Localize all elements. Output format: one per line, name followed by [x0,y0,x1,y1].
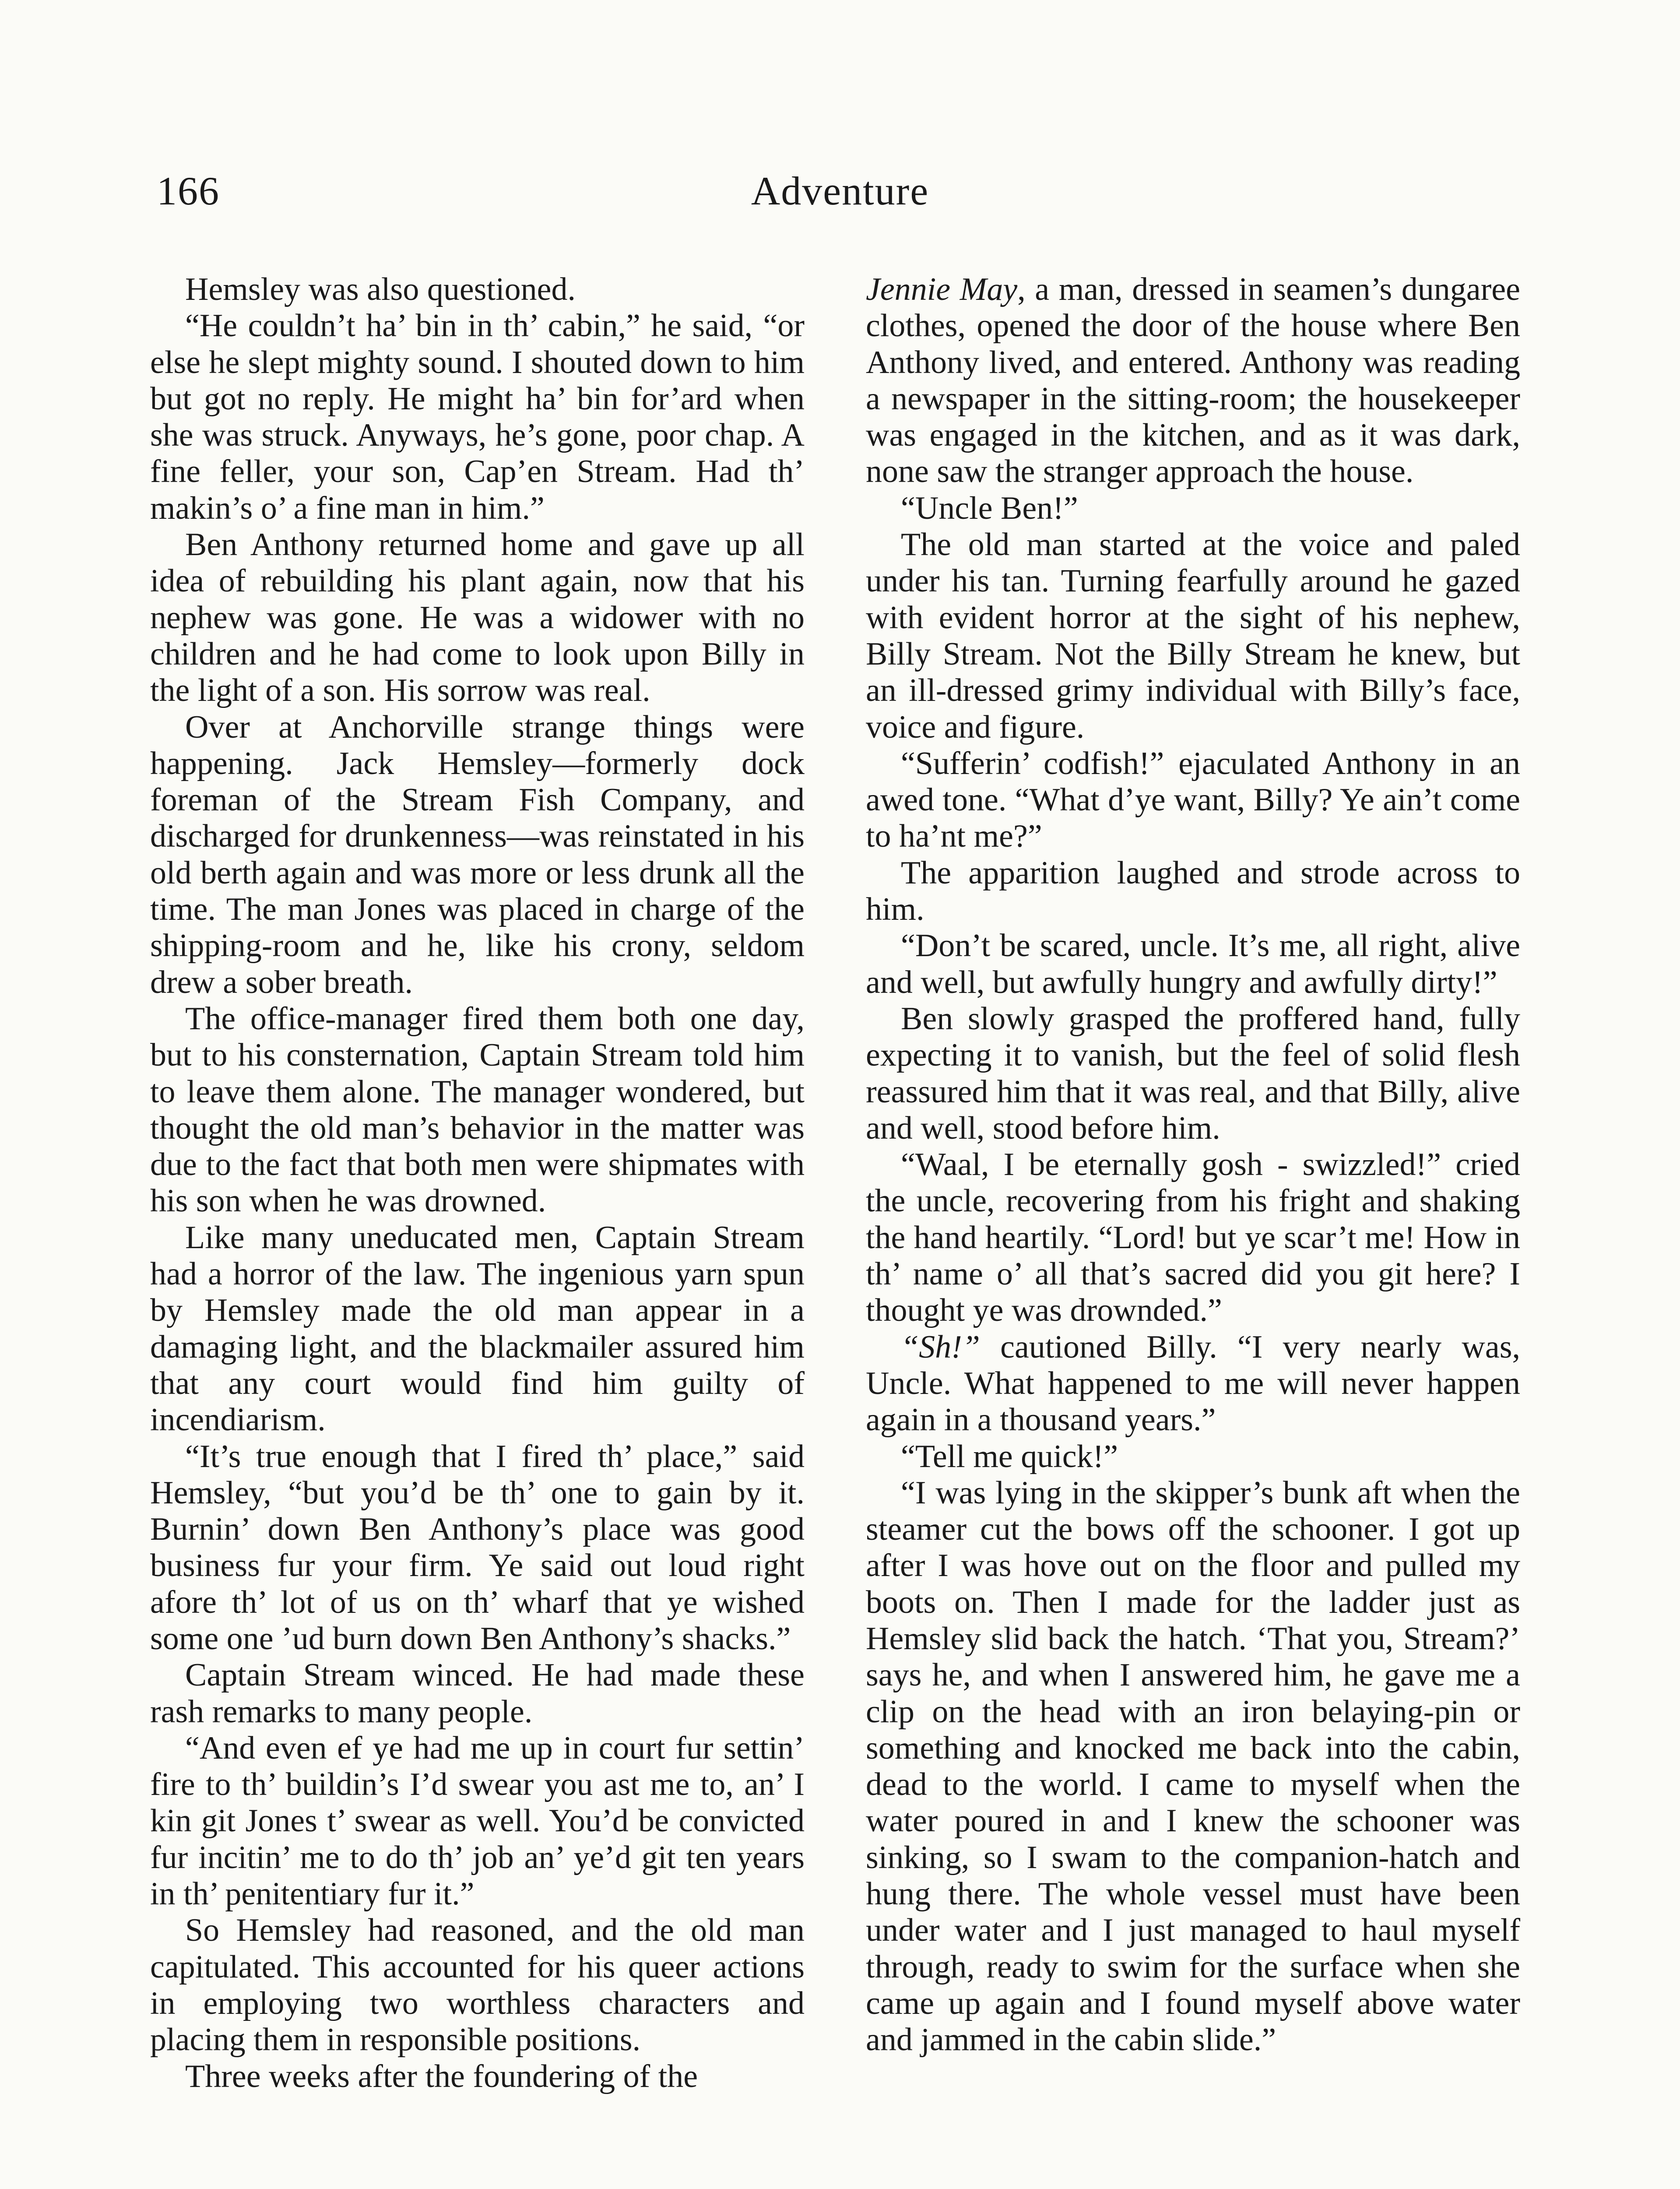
paragraph: Three weeks after the foundering of the [185,2058,698,2094]
ship-name: Jennie May [866,271,1018,307]
right-column [866,271,1520,2059]
paragraph: The apparition laughed and strode across to him. [866,855,1520,928]
paragraph: “It’s true enough that I fired th’ place,” said Hemsley, “but you’d be th’ one to gain by it. Burnin’ down Ben Anthony’s place was good business fur your firm. Ye said out loud right afore th’ lot of us on th’ wharf that ye wished some one ’ud burn down Ben Anthony’s shacks.” [150,1438,805,1657]
left-column [150,271,805,2095]
paragraph: Captain Stream winced. He had made these rash remarks to many people. [150,1657,805,1730]
paragraph: “Don’t be scared, uncle. It’s me, all right, alive and well, but awfully hungry and awfully dirty!” [866,928,1520,1000]
paragraph: “And even ef ye had me up in court fur settin’ fire to th’ buildin’s I’d swear you ast me to, an’ I kin git Jones t’ swear as well. You’d be convicted fur incitin’ me to do th’ job an’ ye’d git ten years in th’ penitentiary fur it.” [150,1730,805,1912]
paragraph: “Tell me quick!” [901,1438,1118,1475]
paragraph: Over at Anchorville strange things were happening. Jack Hemsley—formerly dock foreman of the Stream Fish Company, and discharged for drunkenness—was reinstated in his old berth again and was more or less drunk all the time. The man Jones was placed in charge of the shipping-room and he, like his crony, seldom drew a sober breath. [150,709,805,1000]
paragraph: Like many uneducated men, Captain Stream had a horror of the law. The ingenious yarn spun by Hemsley made the old man appear in a damaging light, and the blackmailer assured him that any court would find him guilty of incendiarism. [150,1219,805,1438]
page-number: 166 [157,169,220,213]
paragraph-text: , a man, dressed in seamen’s dungaree clothes, opened the door of the house where Ben Anthony lived, and entered. Anthony was reading a newspaper in the sitting-room; the housekeeper was engaged in the kitchen, and as it was dark, none saw the stranger approach the house. [866,271,1520,490]
running-head-title: Adventure [751,169,929,213]
paragraph: The old man started at the voice and paled under his tan. Turning fearfully around he gazed with evident horror at the sight of his nephew, Billy Stream. Not the Billy Stream he knew, but an ill-dressed grimy individual with Billy’s face, voice and figure. [866,527,1520,745]
paragraph: The office-manager fired them both one day, but to his consternation, Captain Stream told him to leave them alone. The manager wondered, but thought the old man’s behavior in the matter was due to the fact that both men were shipmates with his son when he was drowned. [150,1000,805,1219]
paragraph: “He couldn’t ha’ bin in th’ cabin,” he said, “or else he slept mighty sound. I shouted down to him but got no reply. He might ha’ bin for’ard when she was struck. Anyways, he’s gone, poor chap. A fine feller, your son, Cap’en Stream. Had th’ makin’s o’ a fine man in him.” [150,308,805,526]
paragraph: Hemsley was also questioned. [185,271,576,307]
paragraph: So Hemsley had reasoned, and the old man capitulated. This accounted for his queer actions in employing two worthless characters and placing them in responsible positions. [150,1912,805,2058]
italic-exclamation: “Sh!” [901,1329,980,1365]
paragraph: “Waal, I be eternally gosh - swizzled!” cried the uncle, recovering from his fright and shaking the hand heartily. “Lord! but ye scar’t me! How in th’ name o’ all that’s sacred did you git here? I thought ye was drownded.” [866,1147,1520,1329]
paragraph-text: cautioned Billy. “I very nearly was, Uncle. What happened to me will never happen again in a thousand years.” [866,1329,1520,1438]
paragraph: “Sufferin’ codfish!” ejaculated Anthony in an awed tone. “What d’ye want, Billy? Ye ain’t come to ha’nt me?” [866,745,1520,855]
paragraph: Ben slowly grasped the proffered hand, fully expecting it to vanish, but the feel of solid flesh reassured him that it was real, and that Billy, alive and well, stood before him. [866,1000,1520,1146]
paragraph: “I was lying in the skipper’s bunk aft when the steamer cut the bows off the schooner. I got up after I was hove out on the floor and pulled my boots on. Then I made for the ladder just as Hemsley slid back the hatch. ‘That you, Stream?’ says he, and when I answered him, he gave me a clip on the head with an iron belaying-pin or something and knocked me back into the cabin, dead to the world. I came to myself when the water poured in and I knew the schooner was sinking, so I swam to the companion-hatch and hung there. The whole vessel must have been under water and I just managed to haul myself through, ready to swim for the surface when she came up again and I found myself above water and jammed in the cabin slide.” [866,1475,1520,2058]
paragraph: Ben Anthony returned home and gave up all idea of rebuilding his plant again, now that his nephew was gone. He was a widower with no children and he had come to look upon Billy in the light of a son. His sorrow was real. [150,527,805,709]
paragraph [866,1329,1520,1439]
paragraph: “Uncle Ben!” [901,490,1078,526]
continued-paragraph [866,271,1520,490]
